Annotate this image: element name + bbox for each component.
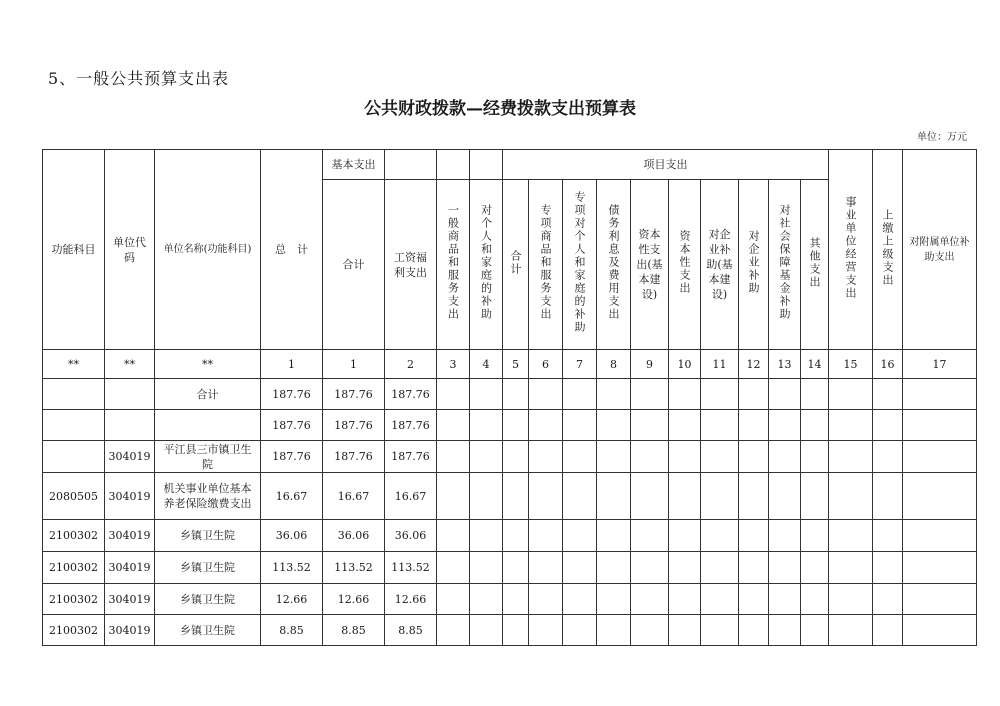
empty-cell: [801, 473, 829, 520]
table-row: [43, 552, 977, 584]
header-proj-personal-text: 专项对个人和家庭的补助: [573, 191, 586, 334]
index-cell: 1: [261, 350, 323, 379]
empty-cell: [563, 379, 597, 410]
index-cell: 7: [563, 350, 597, 379]
empty-cell: [437, 441, 470, 473]
index-cell: 2: [385, 350, 437, 379]
empty-cell: [470, 584, 503, 615]
empty-cell: [669, 441, 701, 473]
empty-cell: [903, 473, 977, 520]
empty-cell: [669, 379, 701, 410]
empty-cell: [529, 441, 563, 473]
salary-cell: 113.52: [385, 552, 437, 584]
unit-code-cell: 304019: [105, 615, 155, 646]
header-business-text: 事业单位经营支出: [844, 195, 857, 300]
empty-cell: [873, 473, 903, 520]
empty-cell: [701, 441, 739, 473]
basic-total-cell: 12.66: [323, 584, 385, 615]
basic-total-cell: 8.85: [323, 615, 385, 646]
empty-cell: [563, 473, 597, 520]
empty-cell: [801, 615, 829, 646]
index-cell: **: [105, 350, 155, 379]
header-general-goods: [437, 180, 470, 350]
index-row: [43, 350, 977, 379]
empty-cell: [470, 520, 503, 552]
empty-cell: [903, 441, 977, 473]
header-basic-group: 基本支出: [323, 150, 385, 180]
header-general-goods-text: 一般商品和服务支出: [446, 204, 460, 321]
unit-code-cell: 304019: [105, 552, 155, 584]
empty-cell: [631, 473, 669, 520]
index-cell: **: [155, 350, 261, 379]
empty-cell: [769, 379, 801, 410]
empty-cell: [597, 379, 631, 410]
header-social-security-text: 对社会保障基金补助: [778, 204, 791, 321]
index-cell: 17: [903, 350, 977, 379]
empty-cell: [631, 520, 669, 552]
salary-cell: 187.76: [385, 441, 437, 473]
table-row: [43, 584, 977, 615]
empty-cell: [769, 584, 801, 615]
header-capital-text: 资本性支出: [678, 230, 691, 295]
table-row: [43, 441, 977, 473]
empty-cell: [529, 584, 563, 615]
func-subject-cell: 2100302: [43, 520, 105, 552]
table-title: 公共财政拨款—经费拨款支出预算表: [364, 99, 636, 119]
basic-total-cell: 187.76: [323, 410, 385, 441]
empty-cell: [739, 615, 769, 646]
empty-cell: [470, 410, 503, 441]
empty-cell: [701, 410, 739, 441]
empty-cell: [529, 410, 563, 441]
empty-cell: [529, 520, 563, 552]
header-total: 总 计: [261, 150, 323, 350]
empty-cell: [903, 520, 977, 552]
header-unit-name: 单位名称(功能科目): [155, 150, 261, 350]
header-basic-total: 合计: [323, 180, 385, 350]
empty-cell: [701, 584, 739, 615]
empty-cell: [801, 441, 829, 473]
empty-cell: [503, 410, 529, 441]
empty-cell: [769, 615, 801, 646]
empty-cell: [563, 584, 597, 615]
empty-cell: [903, 552, 977, 584]
empty-cell: [631, 584, 669, 615]
empty-cell: [669, 552, 701, 584]
empty-cell: [903, 615, 977, 646]
header-debt-interest-text: 债务利息及费用支出: [607, 204, 620, 321]
header-debt-interest: [597, 180, 631, 350]
table-row: [43, 615, 977, 646]
header-func-subject: 功能科目: [43, 150, 105, 350]
empty-cell: [829, 552, 873, 584]
empty-cell: [669, 410, 701, 441]
empty-cell: [437, 410, 470, 441]
unit-label: 单位：万元: [917, 132, 967, 143]
func-subject-cell: 2080505: [43, 473, 105, 520]
index-cell: 14: [801, 350, 829, 379]
empty-cell: [529, 473, 563, 520]
unit-code-cell: [105, 410, 155, 441]
empty-cell: [739, 379, 769, 410]
header-proj-personal: [563, 180, 597, 350]
empty-cell: [437, 552, 470, 584]
empty-cell: [529, 379, 563, 410]
empty-cell: [873, 615, 903, 646]
empty-cell: [701, 473, 739, 520]
unit-code-cell: 304019: [105, 520, 155, 552]
header-other-text: 其他支出: [808, 236, 821, 289]
index-cell: 5: [503, 350, 529, 379]
empty-cell: [873, 441, 903, 473]
empty-cell: [631, 441, 669, 473]
empty-cell: [873, 584, 903, 615]
table-row: [43, 379, 977, 410]
basic-total-cell: 36.06: [323, 520, 385, 552]
header-enterprise-text: 对企业补助: [747, 230, 760, 295]
empty-cell: [739, 520, 769, 552]
header-proj-total-text: 合计: [509, 249, 522, 276]
empty-cell: [503, 520, 529, 552]
func-subject-cell: 2100302: [43, 584, 105, 615]
func-subject-cell: 2100302: [43, 615, 105, 646]
empty-cell: [437, 584, 470, 615]
total-cell: 113.52: [261, 552, 323, 584]
empty-cell: [739, 441, 769, 473]
empty-cell: [873, 379, 903, 410]
table-row: [43, 473, 977, 520]
header-basic-empty: [385, 150, 437, 180]
header-upper-text: 上缴上级支出: [881, 208, 894, 287]
header-enterprise-construction: 对企业补助(基本建设): [701, 180, 739, 350]
budget-table: [42, 149, 977, 646]
empty-cell: [597, 473, 631, 520]
header-affiliated: 对附属单位补助支出: [903, 150, 977, 350]
total-cell: 187.76: [261, 441, 323, 473]
unit-name-cell: 乡镇卫生院: [155, 520, 261, 552]
salary-cell: 16.67: [385, 473, 437, 520]
header-project-group: 项目支出: [503, 150, 829, 180]
empty-cell: [437, 379, 470, 410]
header-proj-goods-text: 专项商品和服务支出: [539, 204, 552, 321]
empty-cell: [769, 410, 801, 441]
unit-name-cell: 乡镇卫生院: [155, 584, 261, 615]
header-basic-salary: 工资福利支出: [385, 180, 437, 350]
index-cell: 4: [470, 350, 503, 379]
empty-cell: [503, 615, 529, 646]
header-upper: [873, 150, 903, 350]
header-capital: [669, 180, 701, 350]
empty-cell: [829, 441, 873, 473]
empty-cell: [801, 379, 829, 410]
empty-cell: [829, 520, 873, 552]
empty-cell: [563, 441, 597, 473]
index-cell: 15: [829, 350, 873, 379]
salary-cell: 8.85: [385, 615, 437, 646]
empty-cell: [701, 552, 739, 584]
total-cell: 16.67: [261, 473, 323, 520]
salary-cell: 187.76: [385, 410, 437, 441]
empty-cell: [437, 520, 470, 552]
empty-cell: [437, 473, 470, 520]
header-enterprise: [739, 180, 769, 350]
func-subject-cell: [43, 441, 105, 473]
index-cell: 16: [873, 350, 903, 379]
empty-cell: [769, 552, 801, 584]
empty-cell: [829, 473, 873, 520]
basic-total-cell: 113.52: [323, 552, 385, 584]
empty-cell: [631, 410, 669, 441]
unit-code-cell: 304019: [105, 441, 155, 473]
empty-cell: [437, 615, 470, 646]
empty-cell: [801, 584, 829, 615]
salary-cell: 187.76: [385, 379, 437, 410]
total-cell: 8.85: [261, 615, 323, 646]
empty-cell: [563, 520, 597, 552]
empty-cell: [669, 520, 701, 552]
empty-cell: [829, 615, 873, 646]
index-cell: 8: [597, 350, 631, 379]
total-cell: 36.06: [261, 520, 323, 552]
empty-cell: [470, 473, 503, 520]
header-top-empty-2: [470, 150, 503, 180]
empty-cell: [503, 473, 529, 520]
empty-cell: [873, 552, 903, 584]
empty-cell: [529, 615, 563, 646]
empty-cell: [563, 615, 597, 646]
header-capital-construction: 资本性支出(基本建设): [631, 180, 669, 350]
unit-name-cell: 乡镇卫生院: [155, 552, 261, 584]
unit-name-cell: 合计: [155, 379, 261, 410]
section-title: 5、一般公共预算支出表: [48, 69, 230, 88]
empty-cell: [829, 584, 873, 615]
header-proj-total: [503, 180, 529, 350]
empty-cell: [903, 410, 977, 441]
unit-code-cell: [105, 379, 155, 410]
basic-total-cell: 187.76: [323, 379, 385, 410]
empty-cell: [470, 441, 503, 473]
empty-cell: [801, 410, 829, 441]
unit-name-cell: 平江县三市镇卫生院: [155, 441, 261, 473]
empty-cell: [529, 552, 563, 584]
header-social-security: [769, 180, 801, 350]
header-personal-subsidy: [470, 180, 503, 350]
empty-cell: [769, 473, 801, 520]
func-subject-cell: 2100302: [43, 552, 105, 584]
empty-cell: [563, 552, 597, 584]
index-cell: **: [43, 350, 105, 379]
table-row: [43, 520, 977, 552]
header-unit-code: 单位代码: [105, 150, 155, 350]
empty-cell: [597, 584, 631, 615]
salary-cell: 12.66: [385, 584, 437, 615]
index-cell: 10: [669, 350, 701, 379]
empty-cell: [597, 520, 631, 552]
unit-code-cell: 304019: [105, 473, 155, 520]
empty-cell: [801, 552, 829, 584]
func-subject-cell: [43, 379, 105, 410]
empty-cell: [470, 552, 503, 584]
empty-cell: [701, 615, 739, 646]
unit-name-cell: 机关事业单位基本养老保险缴费支出: [155, 473, 261, 520]
empty-cell: [597, 441, 631, 473]
empty-cell: [739, 473, 769, 520]
index-cell: 11: [701, 350, 739, 379]
index-cell: 12: [739, 350, 769, 379]
index-cell: 3: [437, 350, 470, 379]
unit-code-cell: 304019: [105, 584, 155, 615]
empty-cell: [631, 552, 669, 584]
empty-cell: [597, 410, 631, 441]
empty-cell: [597, 615, 631, 646]
empty-cell: [829, 379, 873, 410]
empty-cell: [669, 584, 701, 615]
header-personal-subsidy-text: 对个人和家庭的补助: [479, 204, 493, 321]
empty-cell: [503, 584, 529, 615]
basic-total-cell: 187.76: [323, 441, 385, 473]
empty-cell: [739, 410, 769, 441]
empty-cell: [769, 520, 801, 552]
empty-cell: [503, 552, 529, 584]
empty-cell: [470, 379, 503, 410]
empty-cell: [701, 520, 739, 552]
index-cell: 13: [769, 350, 801, 379]
basic-total-cell: 16.67: [323, 473, 385, 520]
header-top-empty-1: [437, 150, 470, 180]
empty-cell: [739, 552, 769, 584]
total-cell: 12.66: [261, 584, 323, 615]
index-cell: 1: [323, 350, 385, 379]
empty-cell: [669, 473, 701, 520]
index-cell: 6: [529, 350, 563, 379]
empty-cell: [769, 441, 801, 473]
empty-cell: [631, 379, 669, 410]
empty-cell: [903, 584, 977, 615]
unit-name-cell: 乡镇卫生院: [155, 615, 261, 646]
empty-cell: [739, 584, 769, 615]
table-row: [43, 410, 977, 441]
empty-cell: [903, 379, 977, 410]
salary-cell: 36.06: [385, 520, 437, 552]
func-subject-cell: [43, 410, 105, 441]
empty-cell: [829, 410, 873, 441]
empty-cell: [801, 520, 829, 552]
total-cell: 187.76: [261, 410, 323, 441]
total-cell: 187.76: [261, 379, 323, 410]
empty-cell: [597, 552, 631, 584]
index-cell: 9: [631, 350, 669, 379]
empty-cell: [701, 379, 739, 410]
empty-cell: [503, 441, 529, 473]
empty-cell: [669, 615, 701, 646]
header-other: [801, 180, 829, 350]
empty-cell: [873, 520, 903, 552]
empty-cell: [470, 615, 503, 646]
empty-cell: [631, 615, 669, 646]
header-proj-goods: [529, 180, 563, 350]
header-business: [829, 150, 873, 350]
empty-cell: [503, 379, 529, 410]
unit-name-cell: [155, 410, 261, 441]
empty-cell: [563, 410, 597, 441]
empty-cell: [873, 410, 903, 441]
